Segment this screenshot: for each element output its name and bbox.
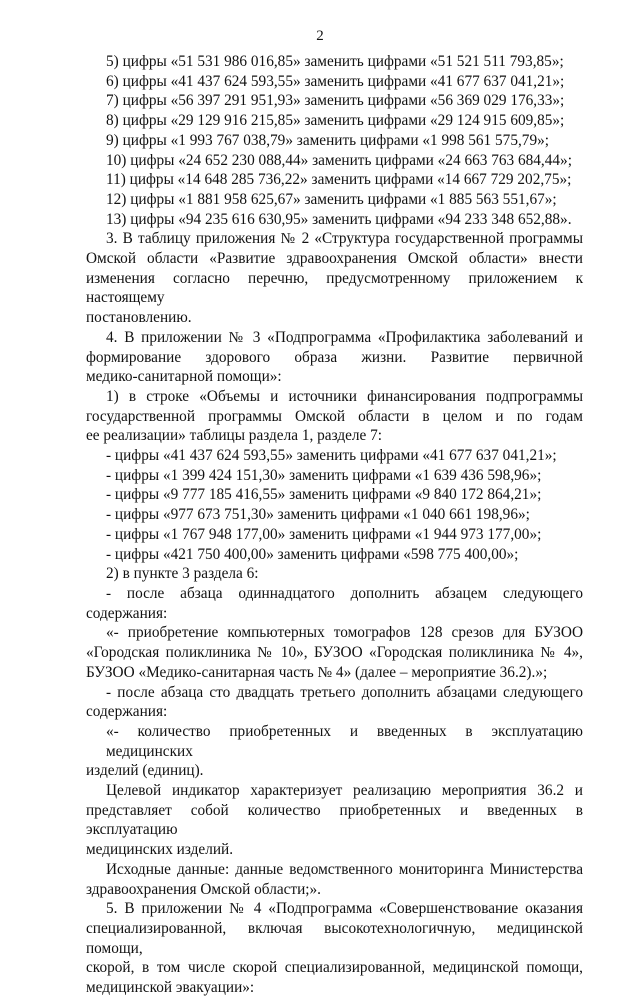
text-line: 12) цифры «1 881 958 625,67» заменить цифрами «1 885 563 551,67»; <box>106 190 557 208</box>
text-line: 10) цифры «24 652 230 088,44» заменить цифрами «24 663 763 684,44»; <box>106 151 572 169</box>
text-line: 6) цифры «41 437 624 593,55» заменить цифрами «41 677 637 041,21»; <box>106 72 565 90</box>
text-line: изменения согласно перечню, предусмотренному приложением к настоящему <box>86 269 583 307</box>
text-line: специализированной, включая высокотехнологичную, медицинской помощи, <box>86 919 583 957</box>
text-line: здравоохранения Омской области;». <box>86 880 322 898</box>
text-line: содержания: <box>86 604 168 622</box>
text-line: БУЗОО «Медико-санитарная часть № 4» (далее – мероприятие 36.2).»; <box>86 663 548 681</box>
text-line: - после абзаца сто двадцать третьего дополнить абзацами следующего <box>106 683 583 701</box>
text-line: «Городская поликлиника № 10», БУЗОО «Городская поликлиника № 4», <box>86 644 583 662</box>
text-line: медико-санитарной помощи»: <box>86 368 282 386</box>
text-line: содержания: <box>86 703 168 721</box>
text-line: - цифры «421 750 400,00» заменить цифрами «598 775 400,00»; <box>106 545 519 563</box>
text-line: 5. В приложении № 4 «Подпрограмма «Совершенствование оказания <box>106 900 583 918</box>
text-line: медицинской эвакуации»: <box>86 979 255 997</box>
text-line: 9) цифры «1 993 767 038,79» заменить цифрами «1 998 561 575,79»; <box>106 131 549 149</box>
text-line: изделий (единиц). <box>86 762 204 780</box>
text-line: - цифры «1 399 424 151,30» заменить цифрами «1 639 436 598,96»; <box>106 466 542 484</box>
text-line: скорой, в том числе скорой специализированной, медицинской помощи, <box>86 959 583 977</box>
text-line: постановлению. <box>86 309 192 327</box>
document-body <box>86 52 583 998</box>
text-line: - после абзаца одиннадцатого дополнить абзацем следующего <box>106 584 583 602</box>
text-line: 5) цифры «51 531 986 016,85» заменить цифрами «51 521 511 793,85»; <box>106 53 564 70</box>
text-line: «- приобретение компьютерных томографов 128 срезов для БУЗОО <box>106 624 583 642</box>
text-line: 1) в строке «Объемы и источники финансирования подпрограммы <box>106 387 583 405</box>
text-line: ее реализации» таблицы раздела 1, разделе 7: <box>86 427 383 445</box>
text-line: 7) цифры «56 397 291 951,93» заменить цифрами «56 369 029 176,33»; <box>106 92 565 110</box>
text-line: 13) цифры «94 235 616 630,95» заменить цифрами «94 233 348 652,88». <box>106 210 572 228</box>
text-line: 4. В приложении № 3 «Подпрограмма «Профилактика заболеваний и <box>106 328 583 346</box>
text-line: медицинских изделий. <box>86 841 234 859</box>
text-line: формирование здорового образа жизни. Развитие первичной <box>86 348 583 366</box>
text-line: - цифры «1 767 948 177,00» заменить цифрами «1 944 973 177,00»; <box>106 525 542 543</box>
text-line: - цифры «41 437 624 593,55» заменить цифрами «41 677 637 041,21»; <box>106 447 557 465</box>
text-line: - цифры «9 777 185 416,55» заменить цифрами «9 840 172 864,21»; <box>106 486 542 504</box>
text-line: 3. В таблицу приложения № 2 «Структура государственной программы <box>106 230 583 248</box>
text-line: 2) в пункте 3 раздела 6: <box>106 565 259 583</box>
text-line: - цифры «977 673 751,30» заменить цифрами «1 040 661 198,96»; <box>106 506 530 524</box>
text-line: 8) цифры «29 129 916 215,85» заменить цифрами «29 124 915 609,85»; <box>106 112 565 130</box>
text-line: «- количество приобретенных и введенных в эксплуатацию медицинских <box>106 722 583 760</box>
text-line: Омской области «Развитие здравоохранения Омской области» внести <box>86 250 583 268</box>
page-number: 2 <box>316 28 324 44</box>
text-line: государственной программы Омской области в целом и по годам <box>86 407 583 425</box>
text-line: 11) цифры «14 648 285 736,22» заменить цифрами «14 667 729 202,75»; <box>106 171 572 189</box>
text-line: Исходные данные: данные ведомственного мониторинга Министерства <box>106 860 583 878</box>
text-line: представляет собой количество приобретенных и введенных в эксплуатацию <box>86 801 583 839</box>
text-line: Целевой индикатор характеризует реализацию мероприятия 36.2 и <box>106 782 583 800</box>
